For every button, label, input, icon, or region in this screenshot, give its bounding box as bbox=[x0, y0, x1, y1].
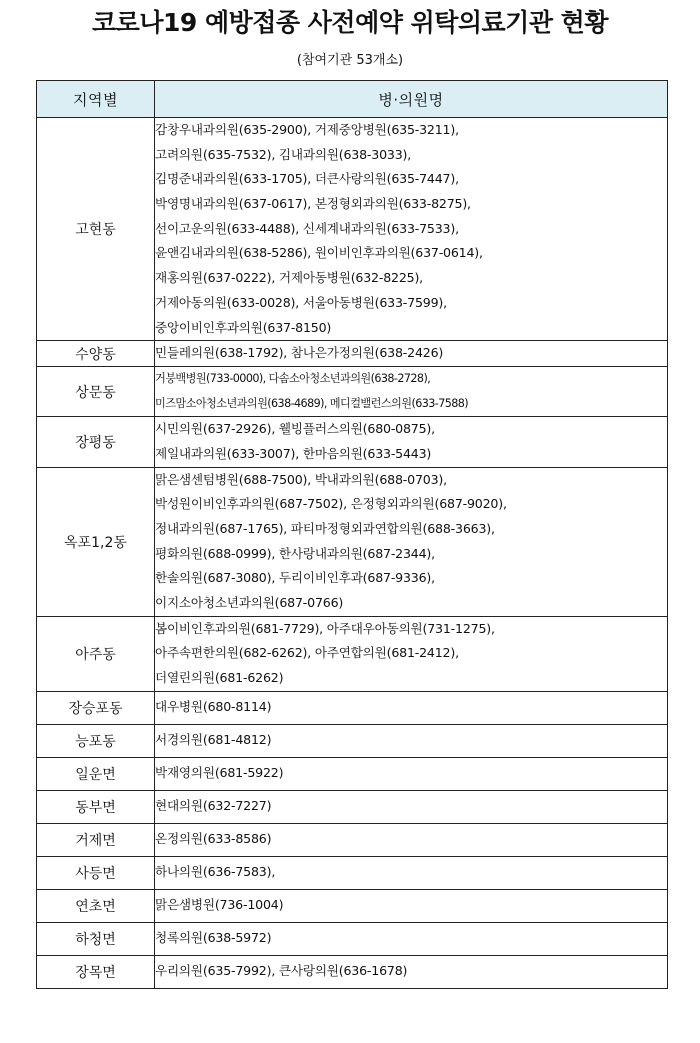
clinic-line: 온정의원(633-8586) bbox=[155, 831, 272, 847]
clinic-line: 박성원이비인후과의원(687-7502), 은정형외과의원(687-9020), bbox=[155, 496, 507, 512]
region-cell: 연초면 bbox=[37, 889, 155, 922]
table-row bbox=[37, 889, 668, 922]
clinic-line: 맑은샘센텀병원(688-7500), 박내과의원(688-0703), bbox=[155, 471, 447, 487]
clinic-line: 맑은샘병원(736-1004) bbox=[155, 897, 284, 913]
clinic-line: 박재영의원(681-5922) bbox=[155, 765, 284, 781]
region-cell: 고현동 bbox=[37, 118, 155, 341]
clinic-line: 현대의원(632-7227) bbox=[155, 798, 272, 814]
table-row bbox=[37, 757, 668, 790]
clinic-line: 평화의원(688-0999), 한사랑내과의원(687-2344), bbox=[155, 545, 435, 561]
clinic-line: 봄이비인후과의원(681-7729), 아주대우아동의원(731-1275), bbox=[155, 620, 495, 636]
clinic-line: 윤앤김내과의원(638-5286), 원이비인후과의원(637-0614), bbox=[155, 245, 483, 261]
page-title: 코로나19 예방접종 사전예약 위탁의료기관 현황 bbox=[92, 8, 608, 37]
clinic-line: 서경의원(681-4812) bbox=[155, 732, 272, 748]
clinics-cell bbox=[155, 341, 668, 367]
clinics-cell bbox=[155, 757, 668, 790]
clinic-line: 거붕백병원(733-0000), 다솜소아청소년과의원(638-2728), bbox=[155, 371, 431, 385]
region-cell: 수양동 bbox=[37, 341, 155, 367]
clinics-cell bbox=[155, 823, 668, 856]
clinic-line: 재홍의원(637-0222), 거제아동병원(632-8225), bbox=[155, 270, 423, 286]
clinic-line: 우리의원(635-7992), 큰사랑의원(636-1678) bbox=[155, 963, 408, 979]
table-row bbox=[37, 724, 668, 757]
clinic-table bbox=[36, 80, 668, 989]
clinic-line: 더열린의원(681-6262) bbox=[155, 670, 284, 686]
clinics-cell bbox=[155, 790, 668, 823]
clinics-cell bbox=[155, 691, 668, 724]
table-header-row bbox=[37, 81, 668, 118]
header-region: 지역별 bbox=[37, 81, 155, 118]
clinic-line: 대우병원(680-8114) bbox=[155, 699, 272, 715]
clinic-line: 시민의원(637-2926), 웰빙플러스의원(680-0875), bbox=[155, 421, 435, 437]
table-row bbox=[37, 790, 668, 823]
clinic-line: 박영명내과의원(637-0617), 본정형외과의원(633-8275), bbox=[155, 196, 471, 212]
table-row bbox=[37, 118, 668, 341]
table-row bbox=[37, 467, 668, 616]
clinic-line: 선이고운의원(633-4488), 신세계내과의원(633-7533), bbox=[155, 220, 459, 236]
table-row bbox=[37, 856, 668, 889]
clinics-cell bbox=[155, 616, 668, 691]
clinic-line: 한솔의원(687-3080), 두리이비인후과(687-9336), bbox=[155, 570, 435, 586]
table-row bbox=[37, 366, 668, 416]
region-cell: 아주동 bbox=[37, 616, 155, 691]
clinic-line: 거제아동의원(633-0028), 서울아동병원(633-7599), bbox=[155, 294, 447, 310]
clinic-line: 이지소아청소년과의원(687-0766) bbox=[155, 595, 344, 611]
table-row bbox=[37, 616, 668, 691]
region-cell: 능포동 bbox=[37, 724, 155, 757]
clinic-line: 하나의원(636-7583), bbox=[155, 864, 276, 880]
table-row bbox=[37, 341, 668, 367]
clinics-cell bbox=[155, 922, 668, 955]
table-row bbox=[37, 922, 668, 955]
clinics-cell bbox=[155, 417, 668, 467]
clinic-line: 고려의원(635-7532), 김내과의원(638-3033), bbox=[155, 146, 412, 162]
region-cell: 옥포1,2동 bbox=[37, 467, 155, 616]
clinic-line: 청록의원(638-5972) bbox=[155, 930, 272, 946]
clinics-cell bbox=[155, 955, 668, 988]
region-cell: 하청면 bbox=[37, 922, 155, 955]
clinic-line: 아주속편한의원(682-6262), 아주연합의원(681-2412), bbox=[155, 645, 459, 661]
clinic-line: 제일내과의원(633-3007), 한마음의원(633-5443) bbox=[155, 445, 432, 461]
region-cell: 상문동 bbox=[37, 366, 155, 416]
clinic-line: 미즈맘소아청소년과의원(638-4689), 메디컬밸런스의원(633-7588) bbox=[155, 396, 469, 410]
clinic-line: 중앙이비인후과의원(637-8150) bbox=[155, 319, 332, 335]
header-clinics: 병·의원명 bbox=[155, 81, 668, 118]
clinics-cell bbox=[155, 889, 668, 922]
region-cell: 장목면 bbox=[37, 955, 155, 988]
region-cell: 거제면 bbox=[37, 823, 155, 856]
clinic-line: 감창우내과의원(635-2900), 거제중앙병원(635-3211), bbox=[155, 122, 459, 137]
table-row bbox=[37, 823, 668, 856]
table-row bbox=[37, 691, 668, 724]
clinic-line: 민들레의원(638-1792), 참나은가정의원(638-2426) bbox=[155, 345, 444, 361]
table-row bbox=[37, 417, 668, 467]
clinics-cell bbox=[155, 856, 668, 889]
table-row bbox=[37, 955, 668, 988]
region-cell: 일운면 bbox=[37, 757, 155, 790]
clinic-line: 김명준내과의원(633-1705), 더큰사랑의원(635-7447), bbox=[155, 171, 459, 187]
clinics-cell bbox=[155, 366, 668, 416]
table-body bbox=[37, 118, 668, 989]
region-cell: 장평동 bbox=[37, 417, 155, 467]
region-cell: 동부면 bbox=[37, 790, 155, 823]
clinic-line: 정내과의원(687-1765), 파티마정형외과연합의원(688-3663), bbox=[155, 521, 495, 536]
clinics-cell bbox=[155, 467, 668, 616]
clinics-cell bbox=[155, 118, 668, 341]
region-cell: 장승포동 bbox=[37, 691, 155, 724]
clinics-cell bbox=[155, 724, 668, 757]
page-subtitle: (참여기관 53개소) bbox=[296, 53, 404, 68]
region-cell: 사등면 bbox=[37, 856, 155, 889]
